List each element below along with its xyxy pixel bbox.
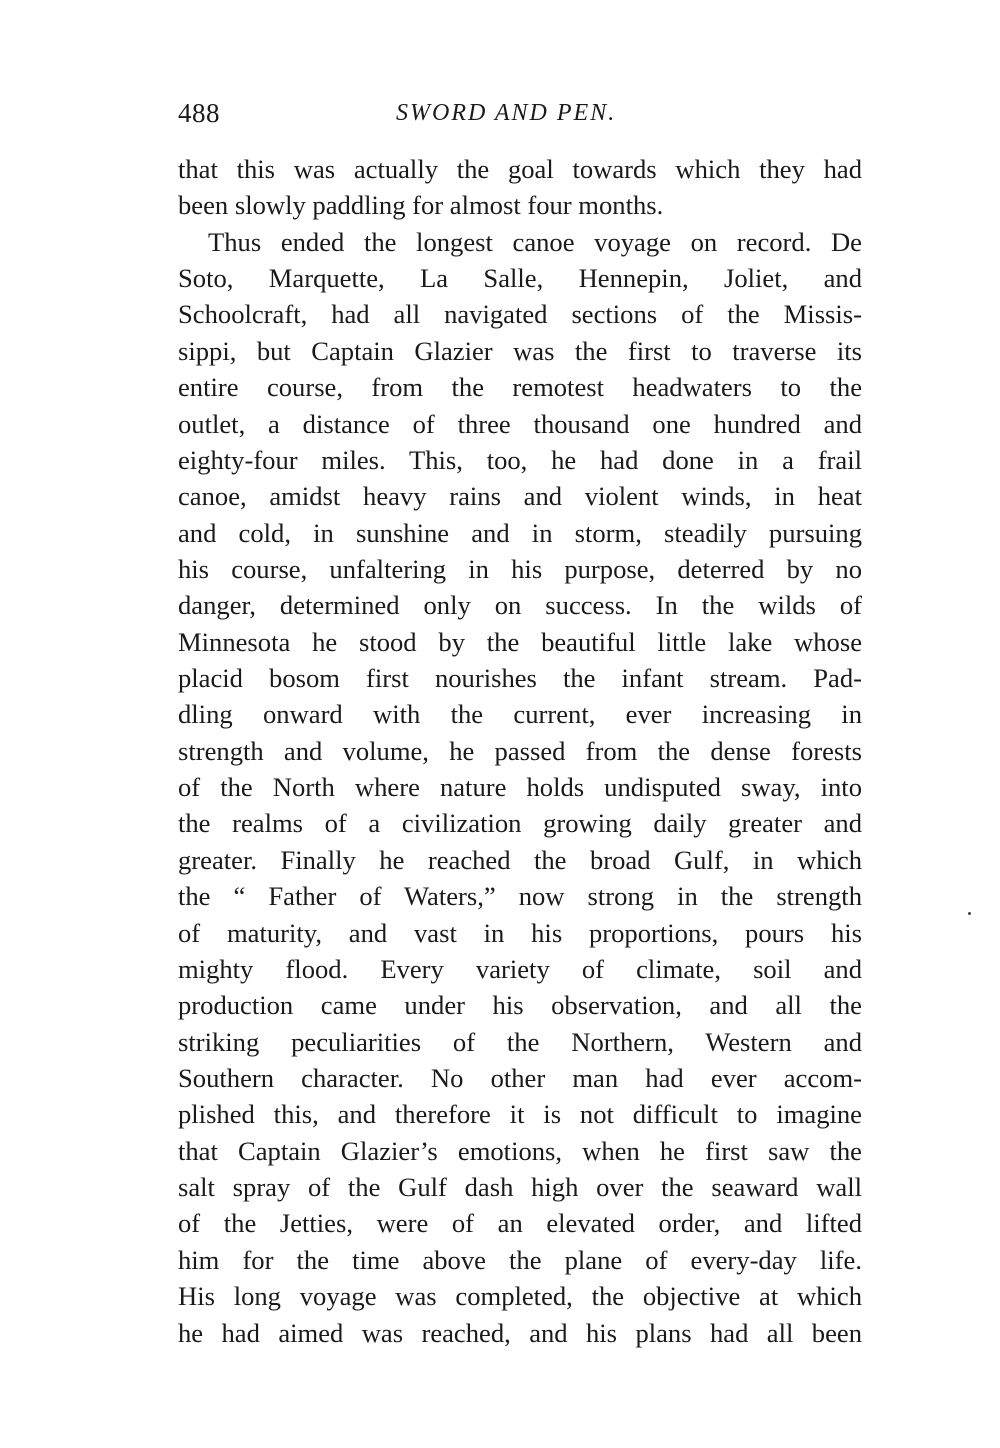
text-line: been slowly paddling for almost four months. (178, 190, 664, 221)
text-line: entire course, from the remotest headwaters to the (178, 372, 862, 403)
text-line: and cold, in sunshine and in storm, steadily pursuing (178, 517, 862, 548)
text-line: Soto, Marquette, La Salle, Hennepin, Joliet, and (178, 263, 862, 294)
text-line: he had aimed was reached, and his plans had all been (178, 1317, 862, 1348)
text-line: that this was actually the goal towards which they had (178, 154, 862, 184)
text-line: canoe, amidst heavy rains and violent winds, in heat (178, 481, 862, 512)
text-line: strength and volume, he passed from the dense forests (178, 735, 862, 766)
text-line: dling onward with the current, ever increasing in (178, 699, 862, 730)
page-header (178, 98, 862, 138)
text-line: of the North where nature holds undisputed sway, into (178, 772, 862, 803)
text-line: placid bosom first nourishes the infant stream. Pad- (178, 663, 862, 694)
text-line: Schoolcraft, had all navigated sections of the Missis- (178, 299, 862, 330)
text-line: His long voyage was completed, the objective at which (178, 1281, 862, 1312)
text-line: plished this, and therefore it is not difficult to imagine (178, 1099, 862, 1130)
running-title: SWORD AND PEN. (396, 100, 617, 126)
text-line: mighty flood. Every variety of climate, soil and (178, 953, 862, 984)
page-number: 488 (178, 98, 220, 128)
text-line: him for the time above the plane of every-day life. (178, 1244, 862, 1275)
text-line: the realms of a civilization growing daily greater and (178, 808, 862, 839)
text-line: danger, determined only on success. In the wilds of (178, 590, 862, 621)
text-line: his course, unfaltering in his purpose, deterred by no (178, 553, 862, 584)
text-line: greater. Finally he reached the broad Gulf, in which (178, 844, 862, 875)
text-line: of maturity, and vast in his proportions, pours his (178, 917, 862, 948)
text-line: of the Jetties, were of an elevated order, and lifted (178, 1208, 862, 1239)
text-line: the “ Father of Waters,” now strong in the strength (178, 881, 862, 912)
scan-speck (968, 912, 971, 915)
text-line: outlet, a distance of three thousand one hundred and (178, 408, 862, 439)
text-line: that Captain Glazier’s emotions, when he first saw the (178, 1135, 862, 1166)
text-line: sippi, but Captain Glazier was the first to traverse its (178, 335, 862, 366)
text-line: Minnesota he stood by the beautiful little lake whose (178, 626, 862, 657)
body-text (178, 151, 862, 1351)
text-line: production came under his observation, and all the (178, 990, 862, 1021)
paragraph-first-line: Thus ended the longest canoe voyage on record. De (208, 226, 862, 257)
text-line: salt spray of the Gulf dash high over the seaward wall (178, 1172, 862, 1203)
text-line: eighty-four miles. This, too, he had done in a frail (178, 444, 862, 475)
text-line: striking peculiarities of the Northern, Western and (178, 1026, 862, 1057)
text-line: Southern character. No other man had ever accom- (178, 1062, 862, 1093)
